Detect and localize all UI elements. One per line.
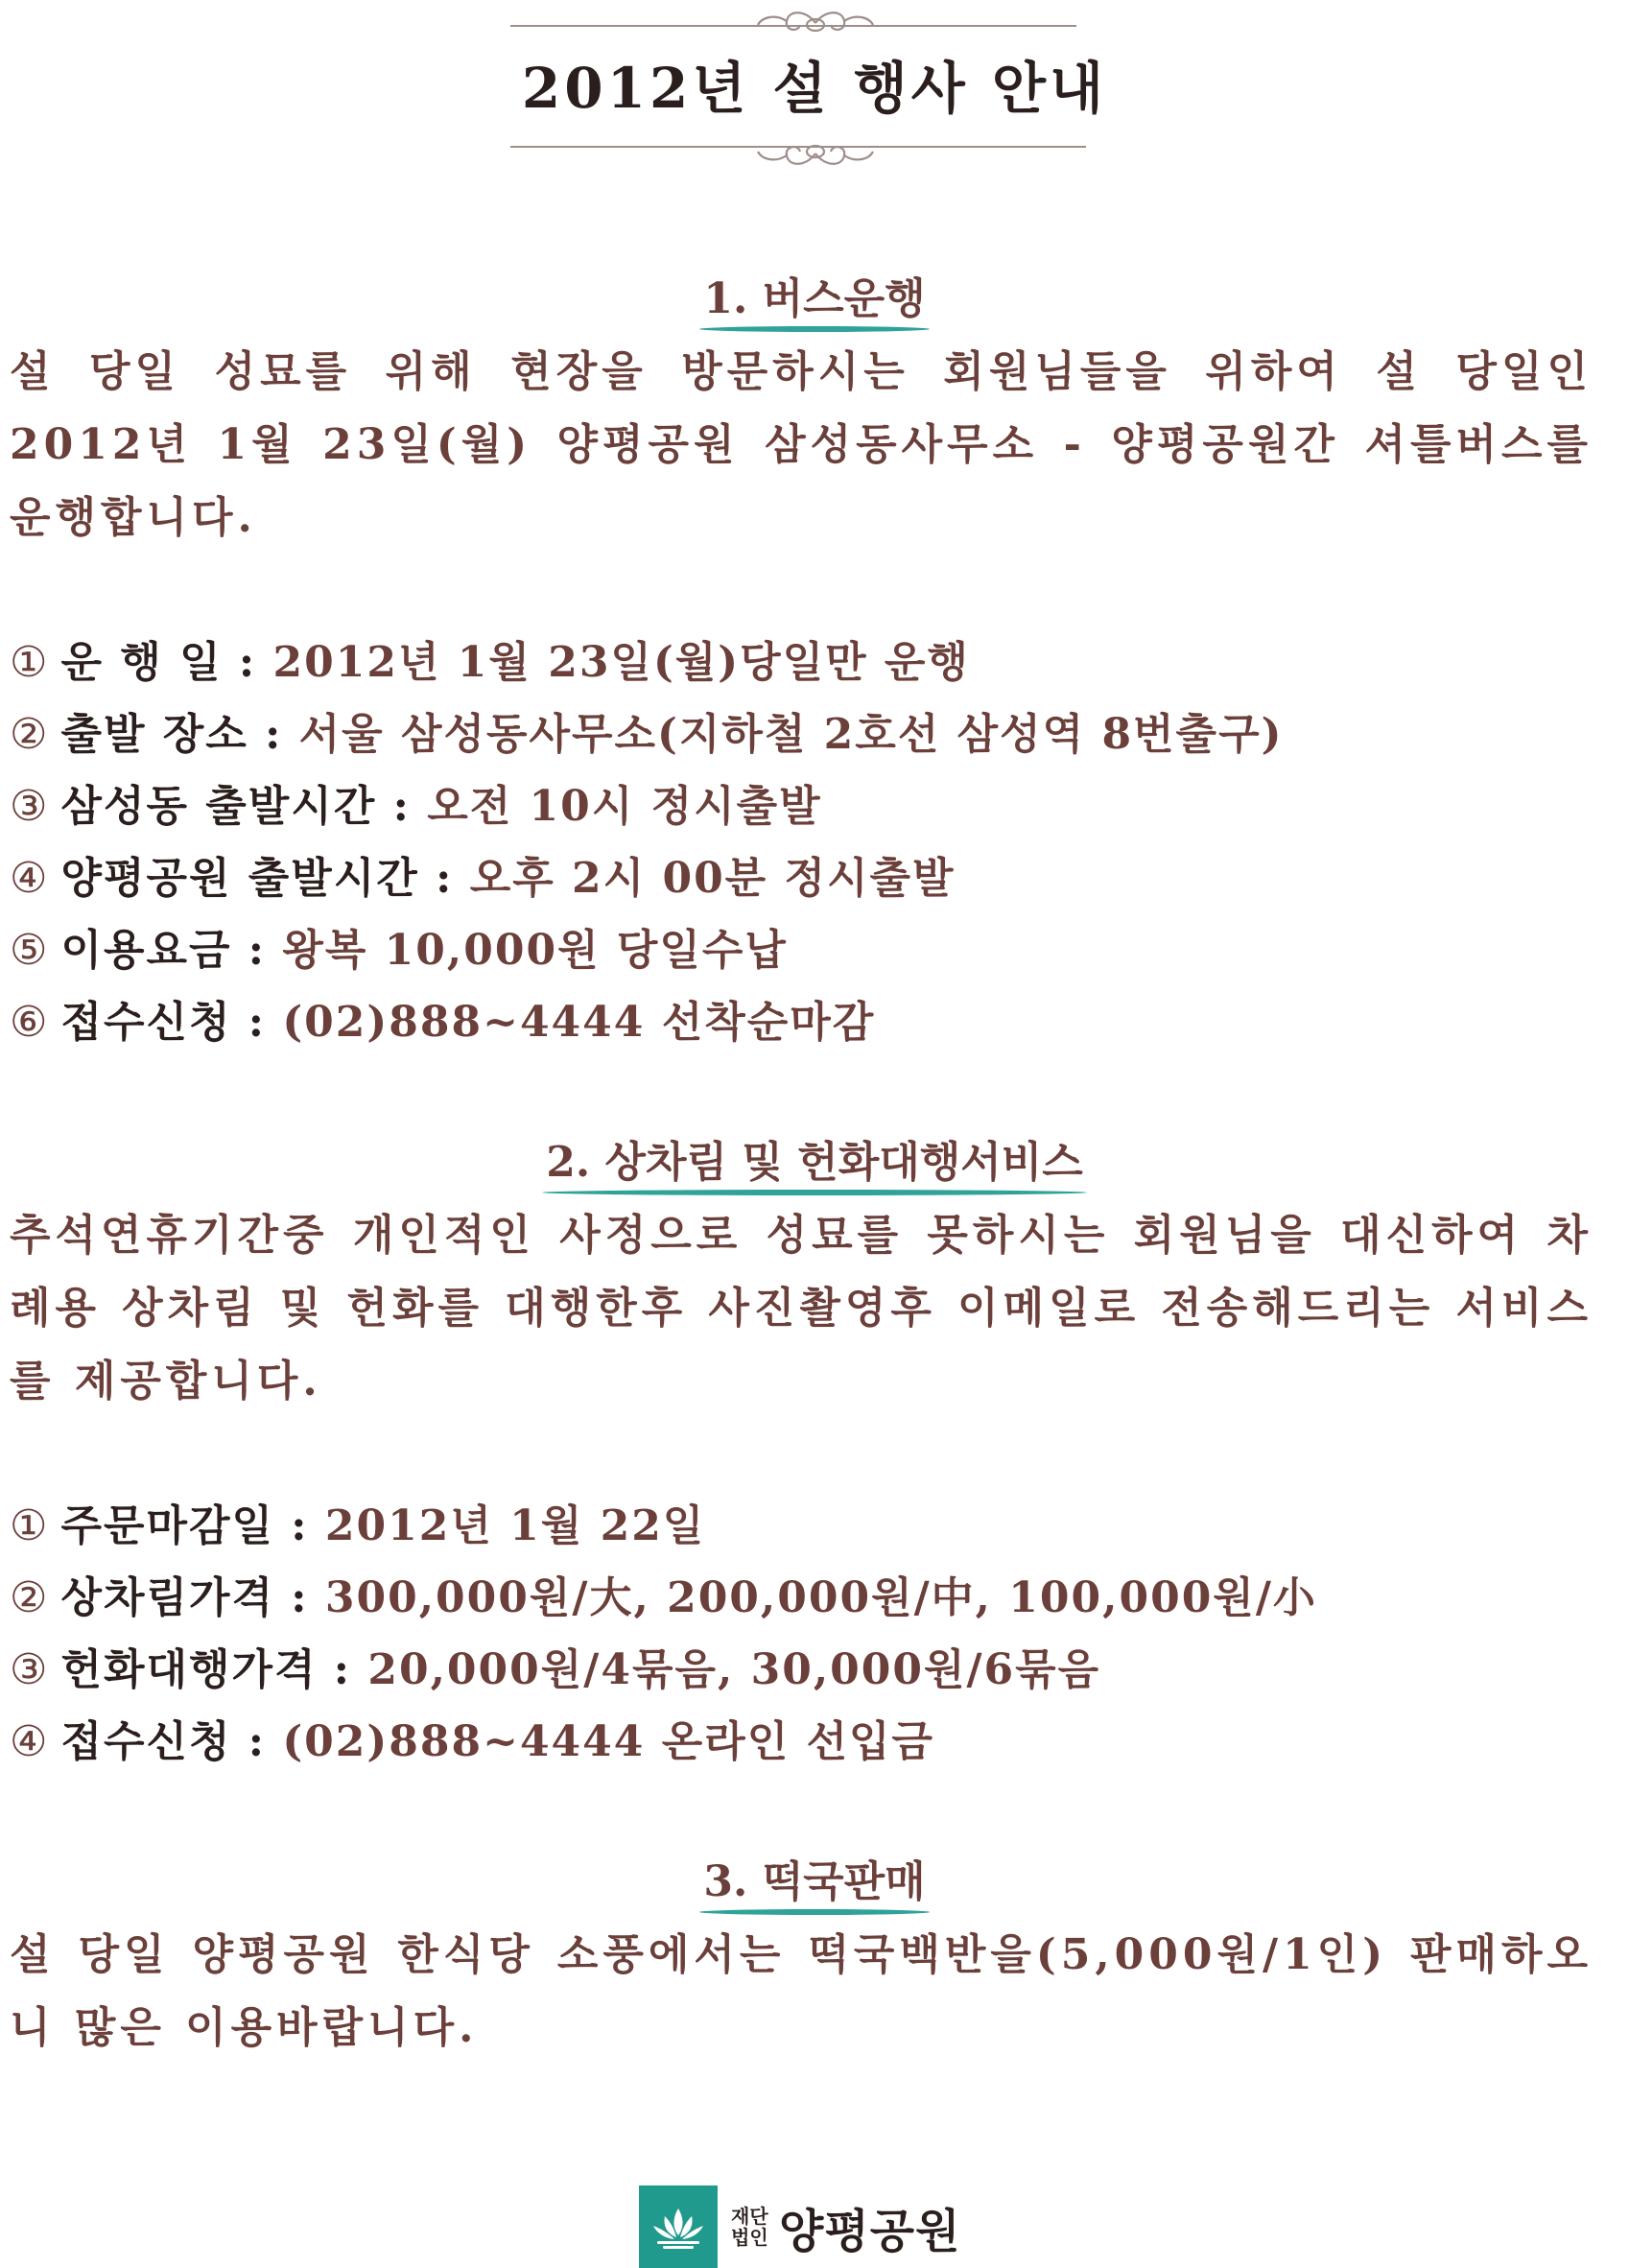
- footer-logo: [639, 2185, 960, 2268]
- list-item: ⑥ 접수신청 : (02)888~4444 선착순마감: [10, 998, 876, 1047]
- list-item: ② 출발 장소 : 서울 삼성동사무소(지하철 2호선 삼성역 8번출구): [10, 710, 1284, 759]
- section-2-paragraph: 추석연휴기간중 개인적인 사정으로 성묘를 못하시는 회원님을 대신하여 차례용 상차림 및 헌화를 대행한후 사진촬영후 이메일로 전송해드리는 서비스를 제공합니다.: [10, 1211, 1593, 1406]
- org-type: 재단법인: [731, 2205, 768, 2249]
- list-item: ③ 헌화대행가격 : 20,000원/4묶음, 30,000원/6묶음: [10, 1645, 1101, 1694]
- org-name: 양평공원: [779, 2204, 961, 2258]
- section-3-heading: 3. 떡국판매: [0, 1854, 1629, 1911]
- page-title: 2012년 설 행사 안내: [521, 56, 1108, 121]
- list-item: ④ 접수신청 : (02)888~4444 온라인 선입금: [10, 1717, 935, 1766]
- bottom-ornament-icon: [729, 134, 902, 173]
- logo-box: [639, 2185, 718, 2268]
- lotus-icon: [648, 2203, 709, 2251]
- title-block: [0, 0, 1629, 182]
- section-1-paragraph: 설 당일 성묘를 위해 현장을 방문하시는 회원님들을 위하여 설 당일인 2012년 1월 23일(월) 양평공원 삼성동사무소 - 양평공원간 셔틀버스를 운행합니다.: [10, 347, 1593, 542]
- list-item: ④ 양평공원 출발시간 : 오후 2시 00분 정시출발: [10, 854, 956, 903]
- list-item: ② 상차림가격 : 300,000원/大, 200,000원/中, 100,000원/小: [10, 1573, 1317, 1622]
- top-ornament-icon: [729, 4, 902, 42]
- list-item: ③ 삼성동 출발시간 : 오전 10시 정시출발: [10, 782, 822, 831]
- list-item: ① 주문마감일 : 2012년 1월 22일: [10, 1501, 706, 1550]
- section-1-heading: 1. 버스운행: [0, 271, 1629, 328]
- section-2-list: [10, 1490, 1602, 1778]
- list-item: ⑤ 이용요금 : 왕복 10,000원 당일수납: [10, 926, 788, 975]
- section-2-heading: 2. 상차림 및 헌화대행서비스: [0, 1134, 1629, 1192]
- section-1-list: [10, 626, 1602, 1058]
- section-3-paragraph: 설 당일 양평공원 한식당 소풍에서는 떡국백반을(5,000원/1인) 판매하오니 많은 이용바랍니다.: [10, 1930, 1593, 2052]
- list-item: ① 운 행 일 : 2012년 1월 23일(월)당일만 운행: [10, 638, 970, 687]
